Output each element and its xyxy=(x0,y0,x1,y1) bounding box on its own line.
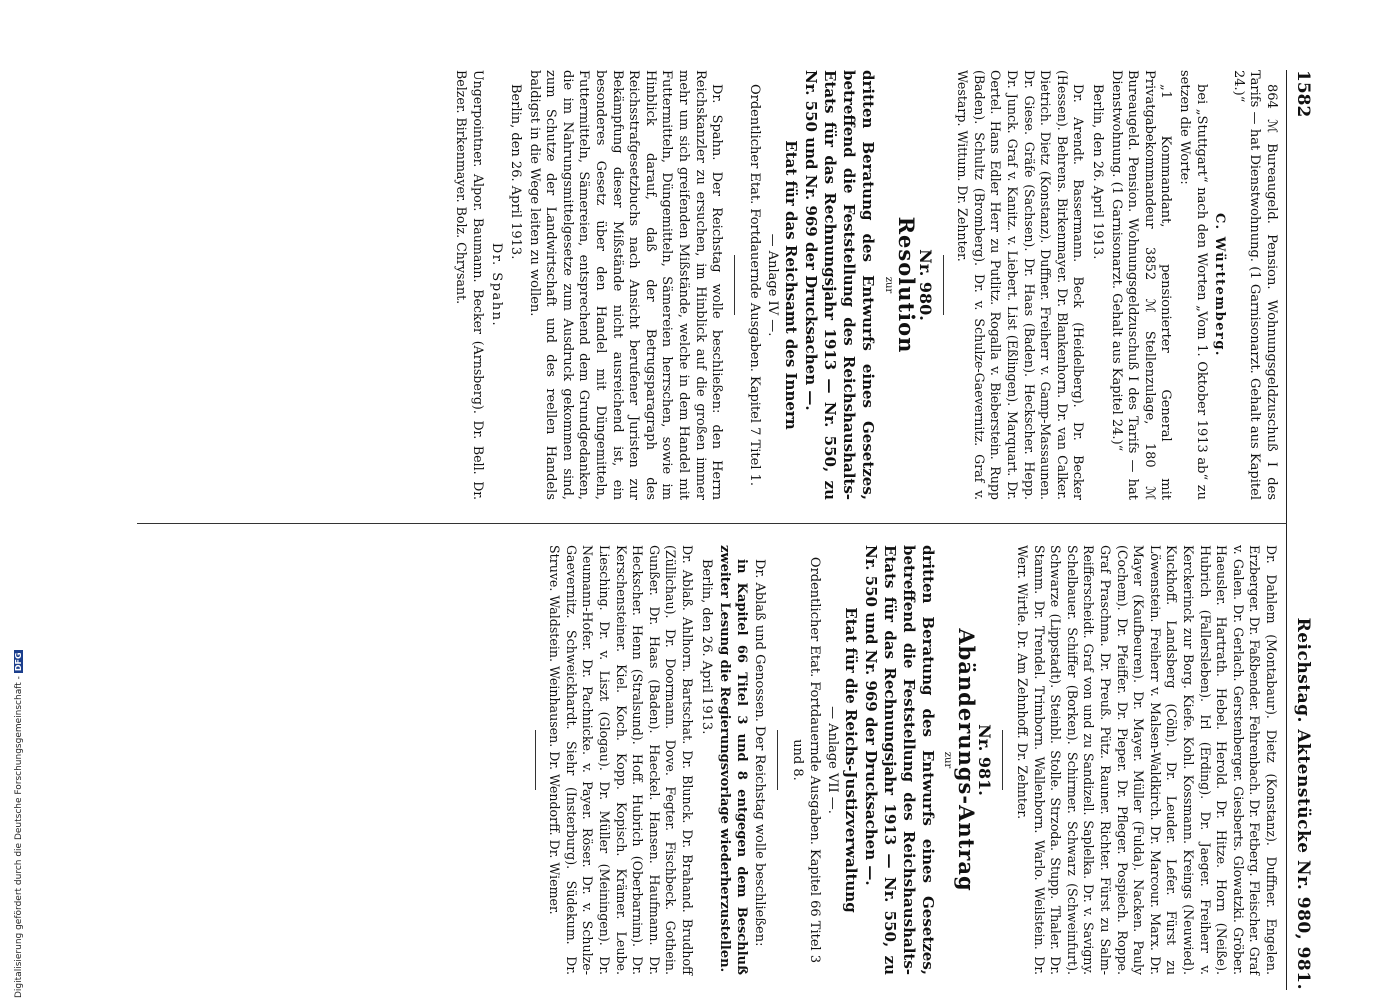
etat-heading: Etat für das Reichsamt des Innern xyxy=(781,140,800,430)
signers-list: Dr. Dahlem (Montabaur). Dietz (Konstanz). Duffner. Engelen. Erzberger. Dr. Faßbender. Fehrenbach. Dr. Fetberg. Fleischer. Graf v. Galen. Dr. Gerlach. Gerstenberger. Giesberts. Glowatzki. Gröber. Haeusler. Hartrath. Hebel. Herold. Dr. Hitze. Horn (Neiße). Hubrich (Fallersleben). Irl (Erding). Dr. Jaeger. Freiherr v. Kerckerinck zur Borg. Kiefe. Kohl. Kossmann. Kreings (Neuwied). Kuckhoff. Landsberg (Cöln). Dr. Leuder. Lefer. Fürst zu Löwenstein. Freiherr v. Malsen-Waldkirch. Dr. Marcour. Marx. Dr. Mayer (Kaufbeuren). Dr. Mayer. Müller (Fulda). Nacken. Pauly (Cochem). Dr. Pfeiffer. Dr. Pieper. Dr. Pfleger. Pospiech. Roppe. Graf Praschma. Dr. Preuß. Pütz. Rauner. Richter. Fürst zu Salm-Reifferscheidt. Graf von und zu Sandizell. Saplelka. Dr. v. Savigny. Schelbauer. Schiffer (Borken). Schirmer. Schwarz (Schweinfurt). Schwarze (Lippstadt). Steinbl. Stolle. Strzoda. Stupp. Thaler. Dr. Stamm. Dr. Trendel. Trimborn. Wallenborn. Warlo. Weilstein. Dr. Werr. Wirtle. Dr. Am Zehnhoff. Dr. Zehnter. xyxy=(1015,545,1279,975)
left-column xyxy=(451,70,1279,500)
signers-list: Dr. Arendt. Bassermann. Beck (Heidelberg). Dr. Becker (Hessen). Behrens. Birkenmayer. Dr. Blankenhorn. Dr. van Calker. Dietrich. Dietz (Konstanz). Duffner. Freiherr v. Gamp-Massaunen. Dr. Giese. Gräfe (Sachsen). Dr. Haas (Baden). Heckscher. Hepp. Dr. Junck. Graf v. Kanitz. v. Liebert. List (Eßlingen). Marquart. Dr. Oertel. Hans Edler Herr zu Putlitz. Rogalla v. Bieberstein. Rupp (Baden). Schultz (Bromberg). Dr. v. Schulze-Gaevernitz. Graf v. Westarp. Wittum. Dr. Zehnter. xyxy=(955,70,1087,500)
zur-label: zur xyxy=(882,276,894,294)
antrag-intro: Dr. Ablaß und Genossen. Der Reichstag wolle beschließen: xyxy=(752,559,768,947)
zur-label: zur xyxy=(942,751,954,769)
ordentlicher-etat: Ordentlicher Etat. Fortdauernde Ausgaben. Kapitel 7 Titel 1. xyxy=(746,83,762,487)
section-heading: C. Württemberg. xyxy=(1212,213,1228,357)
digitization-footer xyxy=(14,650,24,998)
dfg-logo: DFG xyxy=(14,652,23,672)
bold-paragraph: dritten Beratung des Entwurfs eines Gesetzes, betreffend die Feststellung des Reichshaushalts-Etats für das Rechnungsjahr 1913 — Nr. 550, zu Nr. 550 und Nr. 969 der Drucksachen —. xyxy=(861,545,937,975)
page-number: 1582 xyxy=(1293,70,1313,118)
signers-list: Ungerpointner. Alpor. Baumann. Becker (Arnsberg). Dr. Bell. Dr. Belzer. Birkenmayer. Bolz. Chrysant. xyxy=(454,70,486,500)
paragraph: „1 Kommandant, pensionierter General mit Privatgabekommandeur 3852 ℳ Stellenzulage, 180 ℳ Bureaugeld. Pension. Wohnungsgeldzuschuß I des Tarifs — hat Dienstwohnung. (1 Garnisonarzt. Gehalt aus Kapitel 24.)“ xyxy=(1108,70,1174,500)
paragraph: bei „Stuttgart“ nach den Worten „Vom 1. Oktober 1913 ab“ zu setzen die Worte: xyxy=(1177,70,1209,500)
column-divider xyxy=(137,523,1287,524)
page-header xyxy=(1286,70,1315,990)
document-number: Nr. 981. xyxy=(975,724,995,796)
etat-heading: Etat für die Reichs-Justizverwaltung xyxy=(841,607,860,913)
resolution-text: Dr. Spahn. Der Reichstag wolle beschließen: den Herrn Reichskanzler zu ersuchen, im Hinblick auf die großen immer mehr um sich greifenden Mißstände, welche in dem Handel mit Futtermitteln, Düngemitteln, Sämereien herrschen, sowie im Hinblick darauf, daß der Betrugsparagraph des Reichsstrafgesetzbuchs nach Ansicht berufener Juristen zur Bekämpfung dieser Mißstände nicht ausreichend ist, ein besonderes Gesetz über den Handel mit Düngemitteln, Futtermitteln, Sämereien, entsprechend dem Grundgedanken, die im Nahrungsmittelgesetze zum Ausdruck gekommen sind, zum Schutze der Landwirtschaft und des reellen Handels baldigst in die Wege leiten zu wollen. xyxy=(526,70,725,500)
date-line: Berlin, den 26. April 1913. xyxy=(1090,84,1106,260)
signature: Dr. Spahn. xyxy=(489,242,505,328)
separator-rule xyxy=(734,255,735,315)
bold-paragraph: dritten Beratung des Entwurfs eines Gesetzes, betreffend die Feststellung des Reichshaushalts-Etats für das Rechnungsjahr 1913 — Nr. 550, zu Nr. 550 und Nr. 969 der Drucksachen —. xyxy=(801,70,877,500)
footer-text: Digitalisierung gefördert durch die Deutsche Forschungsgemeinschaft - xyxy=(14,676,24,998)
date-line: Berlin, den 26. April 1913. xyxy=(698,559,714,735)
paragraph: 864 ℳ Bureaugeld. Pension. Wohnungsgeldzuschuß I des Tarifs — hat Dienstwohnung. (1 Garnisonarzt. Gehalt aus Kapitel 24.)“ xyxy=(1230,70,1279,500)
signers-list: Dr. Ablaß. Ahlhorn. Bartschat. Dr. Blunck. Dr. Brahand. Brudhoff (Züllichau). Dr. Doormann. Dove. Fegter. Fischbeck. Gothein. Gunßer. Dr. Haas (Baden). Haeckel. Hansen. Haufmann. Dr. Heckscher. Henn (Stralsund). Hoff. Hubrich (Oberbarnim). Dr. Kerschensteiner. Kiel. Koch. Kopp. Kopisch. Krämer. Leube. Liesching. Dr. v. Liszt (Glogau). Dr. Müller (Meiningen). Dr. Neumann-Hofer. Dr. Pachnicke. v. Payer. Röser. Dr. v. Schulze-Gaevernitz. Schweickhardt. Siehr (Insterburg). Südekum. Dr. Struve. Waldstein. Weinhausen. Dr. Wendorff. Dr. Wiemer. xyxy=(547,545,695,975)
document-number: Nr. 980. xyxy=(915,249,935,321)
anlage-line: — Anlage IV —. xyxy=(765,233,781,337)
ordentlicher-etat: Ordentlicher Etat. Fortdauernde Ausgaben. Kapitel 66 Titel 3 und 8. xyxy=(789,556,822,964)
antrag-body: in Kapitel 66 Titel 3 und 8 entgegen dem Beschluß zweiter Lesung die Regierungsvorlage wiederherzustellen. xyxy=(717,545,749,975)
running-title: Reichstag. Aktenstücke Nr. 980, 981. xyxy=(1293,617,1313,990)
document-title: Abänderungs-Antrag xyxy=(953,628,979,892)
separator-rule xyxy=(943,255,944,315)
date-line: Berlin, den 26. April 1913. xyxy=(508,84,524,260)
separator-rule xyxy=(777,730,778,790)
right-column xyxy=(525,545,1279,975)
anlage-line: — Anlage VII —. xyxy=(825,706,841,814)
separator-rule xyxy=(535,730,536,790)
rotated-page-content xyxy=(115,70,1315,990)
separator-rule xyxy=(1003,730,1004,790)
document-title: Resolution xyxy=(894,216,920,354)
